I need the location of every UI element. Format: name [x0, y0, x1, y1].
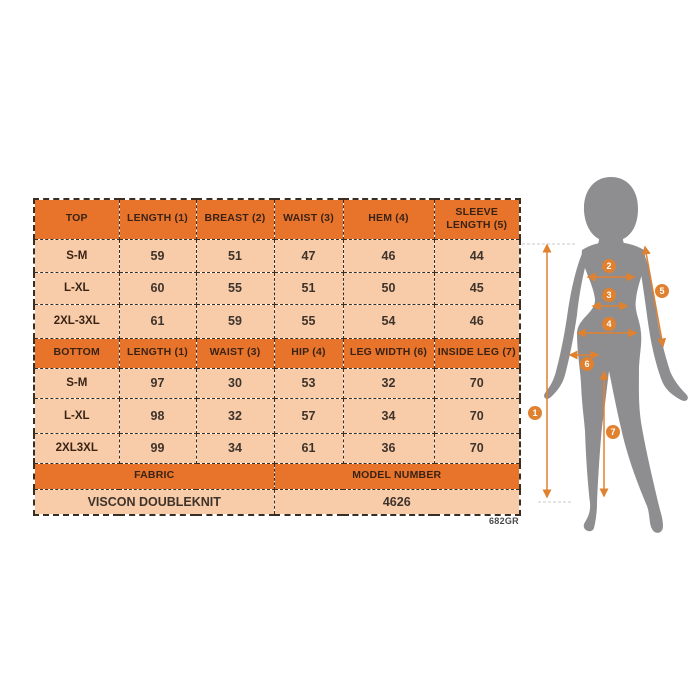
table-row — [34, 398, 520, 433]
value-cell: 51 — [274, 272, 343, 304]
measure-marker-4: 4 — [602, 317, 616, 331]
value-cell: 70 — [434, 398, 520, 433]
size-cell: L-XL — [34, 272, 119, 304]
header-cell-breast: BREAST (2) — [196, 199, 274, 239]
value-cell: 32 — [343, 368, 434, 398]
measure-marker-3: 3 — [602, 288, 616, 302]
value-cell: 55 — [274, 304, 343, 338]
value-cell: 97 — [119, 368, 196, 398]
value-cell: 54 — [343, 304, 434, 338]
measure-marker-6: 6 — [580, 357, 594, 371]
value-cell: 34 — [343, 398, 434, 433]
value-cell: 70 — [434, 368, 520, 398]
value-cell: 70 — [434, 433, 520, 463]
value-cell: 46 — [434, 304, 520, 338]
fabric-value-cell: VISCON DOUBLEKNIT — [34, 489, 274, 515]
measure-marker-2: 2 — [602, 259, 616, 273]
header-cell-waist: WAIST (3) — [274, 199, 343, 239]
size-chart-table — [33, 198, 521, 516]
header-cell-bottom: BOTTOM — [34, 338, 119, 368]
measure-marker-1: 1 — [528, 406, 542, 420]
value-cell: 36 — [343, 433, 434, 463]
body-measurement-figure — [520, 165, 700, 540]
header-cell-inside-leg: INSIDE LEG (7) — [434, 338, 520, 368]
header-cell-leg-width: LEG WIDTH (6) — [343, 338, 434, 368]
header-cell-length: LENGTH (1) — [119, 199, 196, 239]
size-cell: 2XL3XL — [34, 433, 119, 463]
header-cell-hem: HEM (4) — [343, 199, 434, 239]
table-row — [34, 433, 520, 463]
header-cell-model-number: MODEL NUMBER — [274, 463, 520, 489]
style-code: 682GR — [488, 516, 519, 526]
value-cell: 98 — [119, 398, 196, 433]
table-row — [34, 272, 520, 304]
size-chart — [33, 198, 521, 516]
value-cell: 59 — [196, 304, 274, 338]
model-number-value-cell: 4626 — [274, 489, 520, 515]
value-cell: 61 — [119, 304, 196, 338]
woman-silhouette-icon — [544, 177, 688, 533]
value-cell: 51 — [196, 239, 274, 272]
info-value-row — [34, 489, 520, 515]
value-cell: 60 — [119, 272, 196, 304]
table-row — [34, 304, 520, 338]
value-cell: 55 — [196, 272, 274, 304]
table-row — [34, 368, 520, 398]
size-cell: S-M — [34, 368, 119, 398]
value-cell: 61 — [274, 433, 343, 463]
table-row — [34, 239, 520, 272]
value-cell: 50 — [343, 272, 434, 304]
value-cell: 34 — [196, 433, 274, 463]
value-cell: 46 — [343, 239, 434, 272]
measure-marker-5: 5 — [655, 284, 669, 298]
header-cell-sleeve-length: SLEEVE LENGTH (5) — [434, 199, 520, 239]
value-cell: 99 — [119, 433, 196, 463]
header-cell-fabric: FABRIC — [34, 463, 274, 489]
info-header-row — [34, 463, 520, 489]
value-cell: 30 — [196, 368, 274, 398]
size-cell: L-XL — [34, 398, 119, 433]
value-cell: 32 — [196, 398, 274, 433]
header-cell-waist: WAIST (3) — [196, 338, 274, 368]
value-cell: 44 — [434, 239, 520, 272]
size-cell: S-M — [34, 239, 119, 272]
bottom-header-row — [34, 338, 520, 368]
value-cell: 59 — [119, 239, 196, 272]
header-cell-top: TOP — [34, 199, 119, 239]
value-cell: 53 — [274, 368, 343, 398]
size-cell: 2XL-3XL — [34, 304, 119, 338]
header-cell-length: LENGTH (1) — [119, 338, 196, 368]
value-cell: 47 — [274, 239, 343, 272]
top-header-row — [34, 199, 520, 239]
header-cell-hip: HIP (4) — [274, 338, 343, 368]
value-cell: 57 — [274, 398, 343, 433]
value-cell: 45 — [434, 272, 520, 304]
measure-marker-7: 7 — [606, 425, 620, 439]
